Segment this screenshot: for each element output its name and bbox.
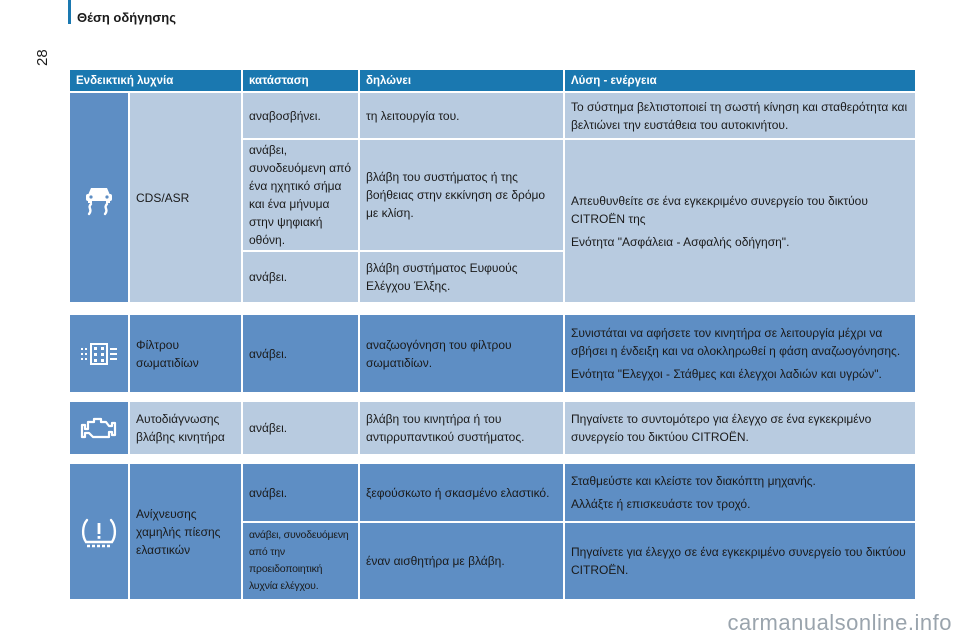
- engine-icon: [79, 413, 119, 443]
- tyre-means-2: έναν αισθητήρα με βλάβη.: [360, 523, 563, 599]
- particle-filter-icon: [79, 336, 119, 372]
- header-warning-light: Ενδεικτική λυχνία: [70, 70, 241, 91]
- cds-means-2: βλάβη του συστήματος ή της βοήθειας στην εκκίνηση σε δρόμο με κλίση.: [360, 140, 563, 250]
- tyre-state-1: ανάβει.: [243, 464, 358, 521]
- filter-icon-cell: [70, 315, 128, 392]
- tyre-means-1: ξεφούσκωτο ή σκασμένο ελαστικό.: [360, 464, 563, 521]
- tyre-solution-2: Πηγαίνετε για έλεγχο σε ένα εγκεκριμένο συνεργείο του δικτύου CITROËN.: [565, 523, 915, 599]
- header-solution: Λύση - ενέργεια: [565, 70, 915, 91]
- filter-state: ανάβει.: [243, 315, 358, 392]
- filter-means: αναζωογόνηση του φίλτρου σωματιδίων.: [360, 315, 563, 392]
- cds-solution-1: Το σύστημα βελτιστοποιεί τη σωστή κίνηση και σταθερότητα και βελτιώνει την ευστάθεια του αυτοκινήτου.: [565, 93, 915, 138]
- cds-state-2: ανάβει, συνοδευόμενη από ένα ηχητικό σήμα και ένα μήνυμα στην ψηφιακή οθόνη.: [243, 140, 358, 250]
- section-marker-bar: [68, 0, 71, 24]
- tyre-pressure-icon: [79, 514, 119, 550]
- header-state: κατάσταση: [243, 70, 358, 91]
- tyre-name: Ανίχνευσης χαμηλής πίεσης ελαστικών: [130, 464, 241, 599]
- cds-means-1: τη λειτουργία του.: [360, 93, 563, 138]
- engine-state: ανάβει.: [243, 402, 358, 454]
- row-gap: [70, 304, 915, 313]
- cds-means-3: βλάβη συστήματος Ευφυούς Ελέγχου Έλξης.: [360, 252, 563, 302]
- engine-solution: Πηγαίνετε το συντομότερο για έλεγχο σε ένα εγκεκριμένο συνεργείο του δικτύου CITROËN.: [565, 402, 915, 454]
- cds-state-3: ανάβει.: [243, 252, 358, 302]
- engine-icon-cell: [70, 402, 128, 454]
- row-gap: [70, 456, 915, 462]
- filter-solution: Συνιστάται να αφήσετε τον κινητήρα σε λειτουργία μέχρι να σβήσει η ένδειξη και να ολοκληρωθεί η φάση αναζωογόνησης. Ενότητα "Ελεγχοι - Στάθμες και έλεγχοι λαδιών και υγρών".: [565, 315, 915, 392]
- cds-name: CDS/ASR: [130, 93, 241, 302]
- watermark: carmanualsonline.info: [727, 610, 952, 635]
- warning-lights-table: [70, 70, 915, 592]
- row-gap: [70, 394, 915, 400]
- section-title: Θέση οδήγησης: [77, 10, 176, 25]
- tyre-solution-1: Σταθμεύστε και κλείστε τον διακόπτη μηχανής. Αλλάξτε ή επισκευάστε τον τροχό.: [565, 464, 915, 521]
- tyre-icon-cell: [70, 464, 128, 599]
- cds-state-1: αναβοσβήνει.: [243, 93, 358, 138]
- header-means: δηλώνει: [360, 70, 563, 91]
- engine-means: βλάβη του κινητήρα ή του αντιρρυπαντικού συστήματος.: [360, 402, 563, 454]
- page-number: 28: [34, 49, 51, 66]
- tyre-state-2: ανάβει, συνοδευόμενη από την προειδοποιητική λυχνία ελέγχου.: [243, 523, 358, 599]
- filter-name: Φίλτρου σωματιδίων: [130, 315, 241, 392]
- engine-name: Αυτοδιάγνωσης βλάβης κινητήρα: [130, 402, 241, 454]
- skidding-car-icon: [81, 180, 117, 216]
- cds-solution-2: Απευθυνθείτε σε ένα εγκεκριμένο συνεργείο του δικτύου CITROËN της Ενότητα "Ασφάλεια - Ασφαλής οδήγηση".: [565, 140, 915, 302]
- cds-icon-cell: [70, 93, 128, 302]
